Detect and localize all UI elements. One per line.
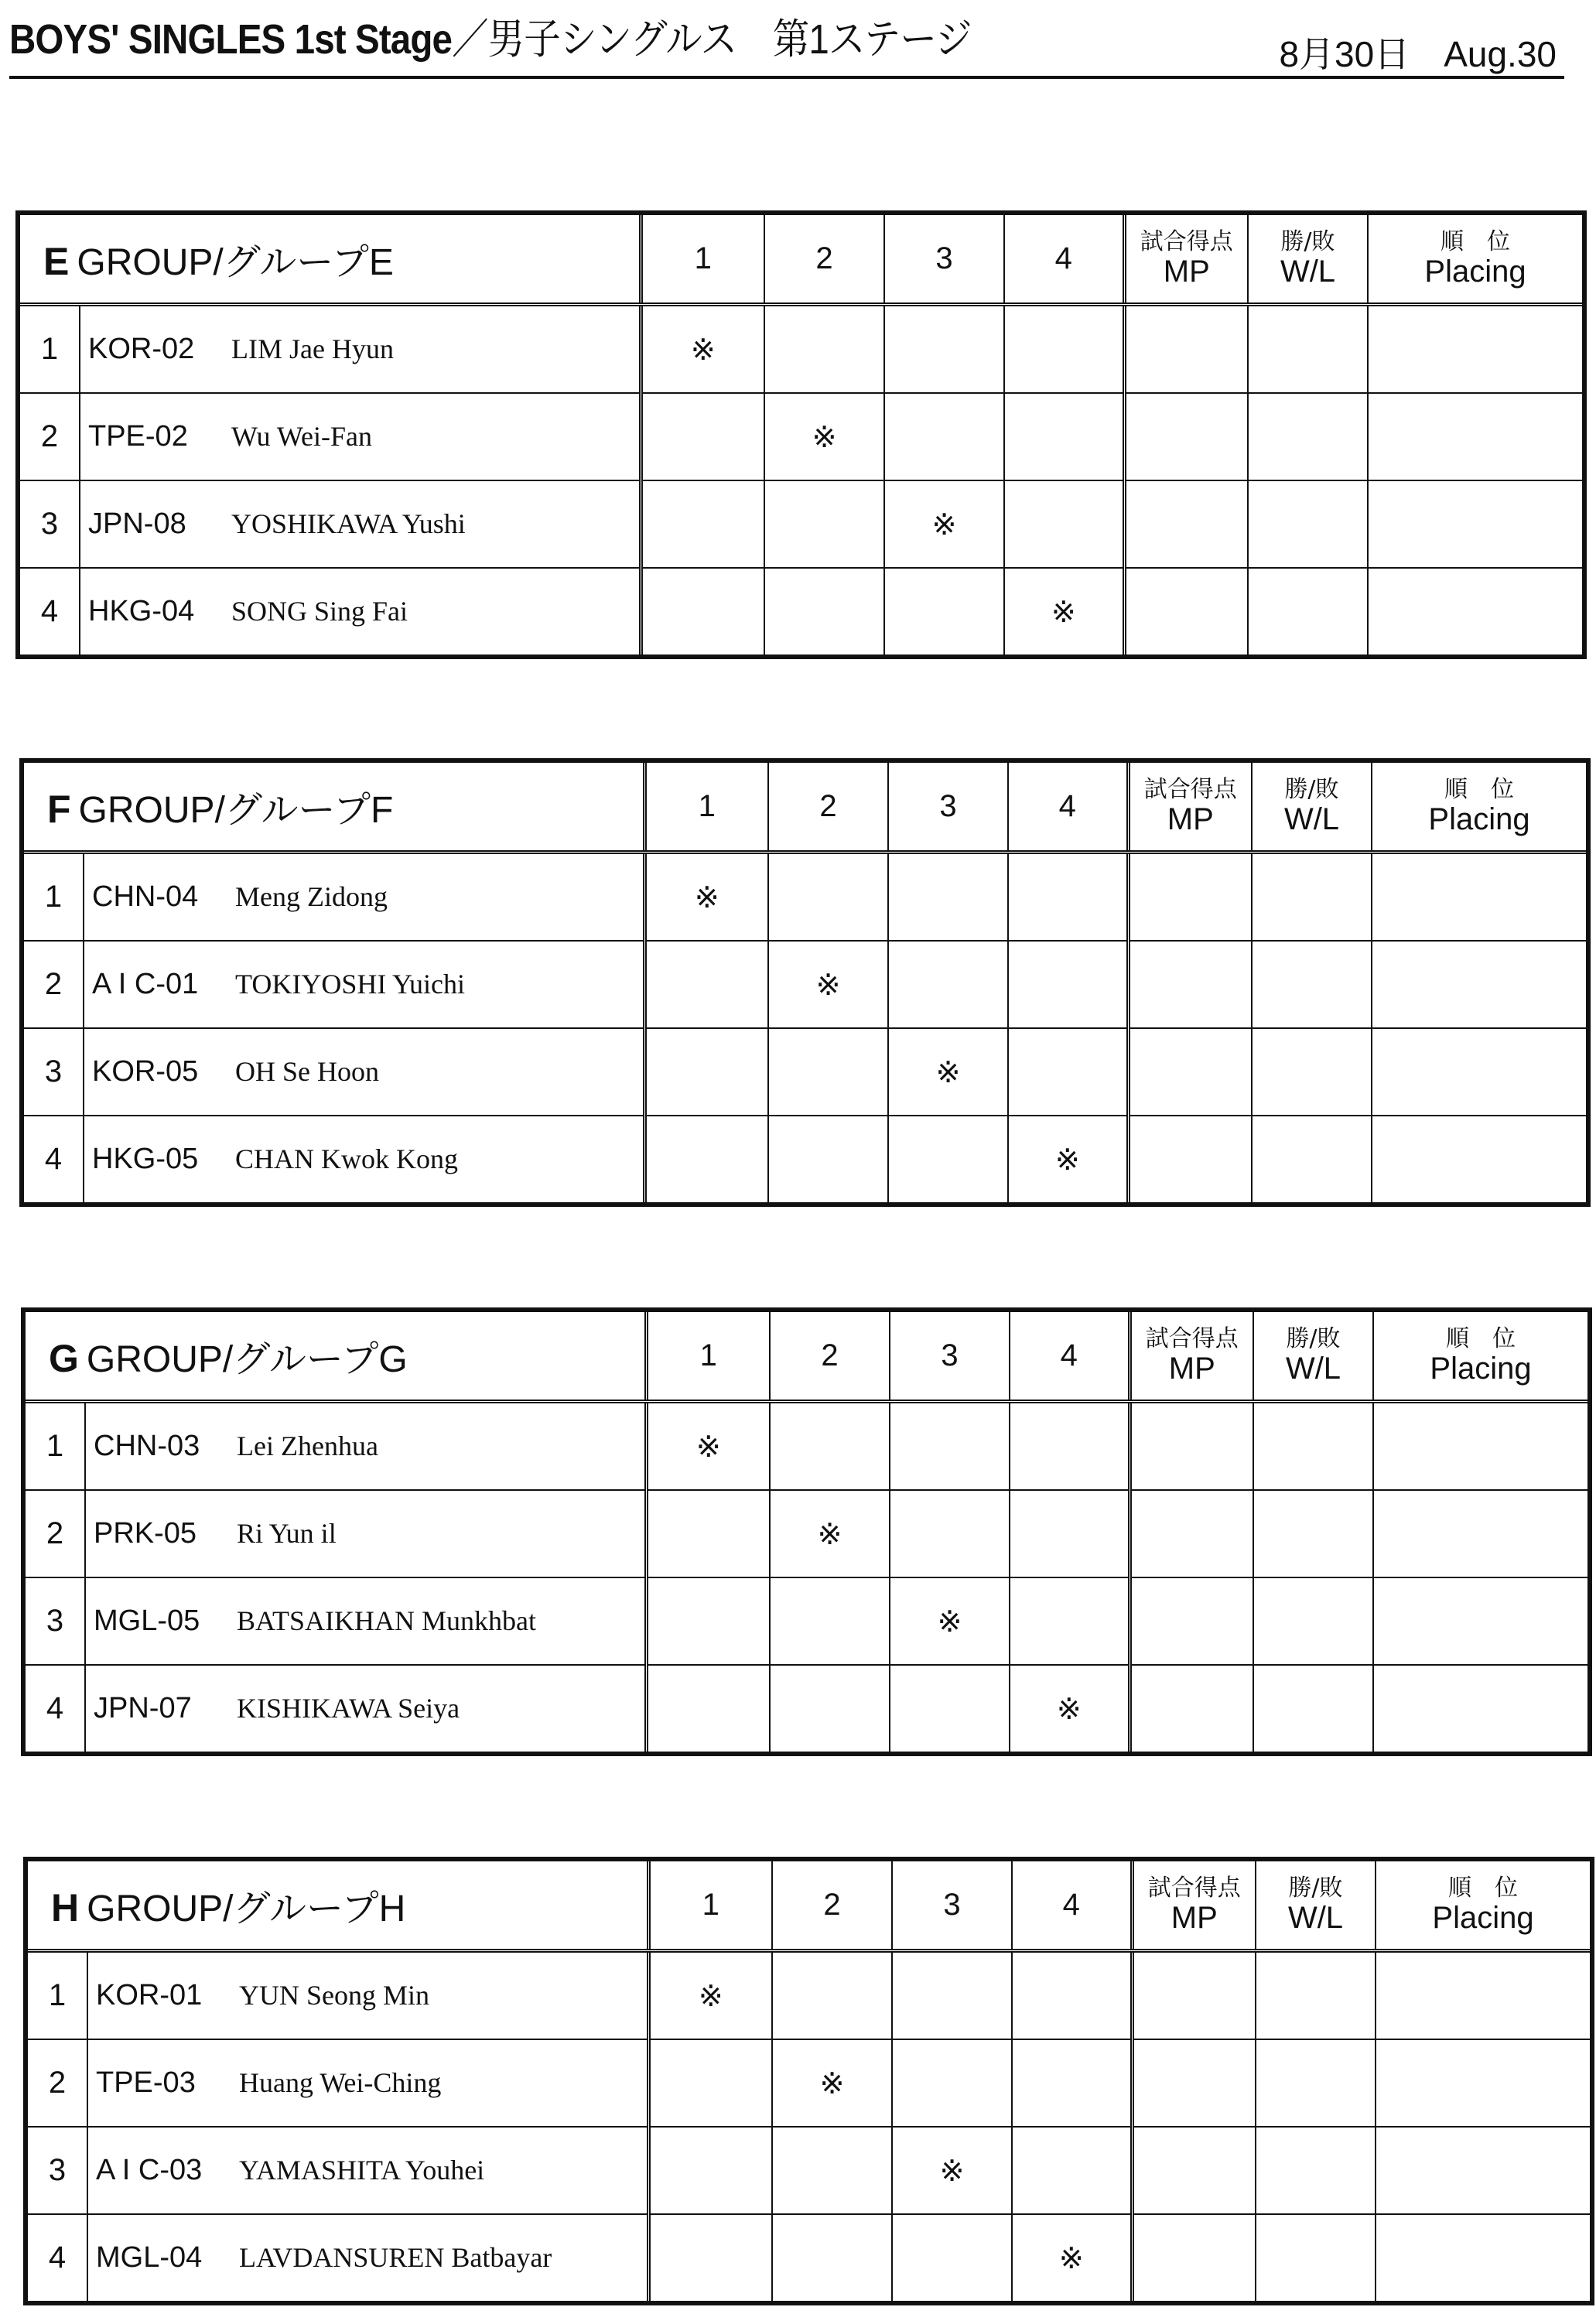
player-row — [22, 853, 1588, 942]
self-match-cell — [892, 2127, 1012, 2214]
placing-cell — [1373, 1665, 1590, 1754]
match-result-cell — [646, 1490, 770, 1577]
wl-cell — [1252, 1028, 1372, 1116]
player-number: 3 — [22, 1028, 84, 1116]
player-name: YAMASHITA Youhei — [239, 2155, 485, 2186]
player-name: Wu Wei-Fan — [231, 421, 372, 452]
mp-header-jp: 試合得点 — [1143, 776, 1237, 803]
wl-cell — [1256, 2127, 1376, 2214]
mp-cell — [1132, 2039, 1256, 2127]
placing-cell — [1376, 2127, 1592, 2214]
placing-column-header — [1372, 760, 1588, 853]
wl-cell — [1256, 2214, 1376, 2303]
player-row — [18, 480, 1584, 568]
mp-header-jp: 試合得点 — [1147, 1875, 1241, 1902]
mp-cell — [1130, 1665, 1253, 1754]
wl-column-header — [1256, 1859, 1376, 1951]
match-result-cell — [641, 393, 764, 480]
reference-mark-icon: ※ — [812, 419, 837, 454]
reference-mark-icon: ※ — [695, 1429, 721, 1464]
match-result-cell — [884, 393, 1004, 480]
match-result-cell — [764, 568, 884, 657]
wl-column-header — [1253, 1310, 1373, 1402]
player-code: HKG-05 — [92, 1143, 199, 1175]
mp-cell — [1130, 1577, 1253, 1665]
match-result-cell — [772, 2214, 892, 2303]
match-result-cell — [644, 941, 768, 1028]
player-name: YUN Seong Min — [239, 1980, 430, 2011]
placing-cell — [1376, 2214, 1592, 2303]
match-result-cell — [1004, 393, 1124, 480]
mp-cell — [1130, 1402, 1253, 1491]
player-row — [18, 568, 1584, 657]
mp-cell — [1128, 941, 1252, 1028]
mp-cell — [1128, 1116, 1252, 1205]
placing-column-header — [1373, 1310, 1590, 1402]
player-number: 4 — [23, 1665, 85, 1754]
self-match-cell — [770, 1490, 890, 1577]
player-cell — [80, 568, 641, 657]
self-match-cell — [648, 1951, 772, 2040]
player-cell — [80, 480, 641, 568]
player-number: 4 — [18, 568, 80, 657]
player-cell — [87, 2214, 648, 2303]
self-match-cell — [764, 393, 884, 480]
player-name: YOSHIKAWA Yushi — [231, 508, 466, 539]
placing-cell — [1368, 480, 1584, 568]
placing-cell — [1368, 305, 1584, 394]
group-table-e — [15, 210, 1587, 659]
match-column-header: 1 — [644, 760, 768, 853]
match-result-cell — [892, 2214, 1012, 2303]
match-column-header: 2 — [768, 760, 888, 853]
reference-mark-icon: ※ — [698, 1978, 723, 2013]
mp-cell — [1128, 1028, 1252, 1116]
player-cell — [85, 1490, 646, 1577]
player-name: CHAN Kwok Kong — [235, 1143, 458, 1174]
match-result-cell — [892, 1951, 1012, 2040]
match-column-header: 4 — [1008, 760, 1128, 853]
match-result-cell — [772, 2127, 892, 2214]
player-cell — [87, 1951, 648, 2040]
self-match-cell — [768, 941, 888, 1028]
match-result-cell — [646, 1577, 770, 1665]
title-english: BOYS' SINGLES 1st Stage — [9, 16, 453, 63]
player-row — [23, 1665, 1590, 1754]
group-label: GROUP/グループE — [77, 242, 394, 283]
reference-mark-icon: ※ — [937, 1604, 962, 1639]
player-row — [26, 2127, 1592, 2214]
player-number: 2 — [26, 2039, 87, 2127]
match-result-cell — [1008, 1028, 1128, 1116]
match-result-cell — [641, 568, 764, 657]
player-code: KOR-05 — [92, 1055, 199, 1088]
player-row — [23, 1490, 1590, 1577]
self-match-cell — [1004, 568, 1124, 657]
player-row — [26, 2039, 1592, 2127]
mp-cell — [1124, 568, 1248, 657]
self-match-cell — [772, 2039, 892, 2127]
player-code: CHN-03 — [94, 1430, 200, 1462]
self-match-cell — [644, 853, 768, 942]
group-letter: G — [49, 1337, 79, 1380]
wl-cell — [1248, 393, 1368, 480]
player-number: 4 — [26, 2214, 87, 2303]
group-header-row — [22, 760, 1588, 853]
player-number: 1 — [22, 853, 84, 942]
self-match-cell — [1010, 1665, 1130, 1754]
self-match-cell — [1012, 2214, 1132, 2303]
player-cell — [84, 1116, 644, 1205]
placing-cell — [1373, 1490, 1590, 1577]
group-letter: F — [47, 788, 71, 831]
reference-mark-icon: ※ — [694, 880, 719, 914]
match-result-cell — [770, 1402, 890, 1491]
player-number: 1 — [26, 1951, 87, 2040]
match-column-header: 3 — [890, 1310, 1010, 1402]
match-result-cell — [644, 1116, 768, 1205]
match-result-cell — [764, 305, 884, 394]
player-row — [18, 393, 1584, 480]
match-result-cell — [890, 1402, 1010, 1491]
placing-column-header — [1376, 1859, 1592, 1951]
reference-mark-icon: ※ — [1051, 594, 1076, 629]
group-label: GROUP/グループG — [86, 1339, 408, 1380]
player-code: A I C-01 — [92, 968, 199, 1000]
match-result-cell — [892, 2039, 1012, 2127]
player-cell — [85, 1665, 646, 1754]
placing-header-jp: 順 位 — [1444, 776, 1514, 803]
match-result-cell — [772, 1951, 892, 2040]
player-row — [22, 1116, 1588, 1205]
wl-header-jp: 勝/敗 — [1286, 1325, 1341, 1352]
player-code: KOR-01 — [96, 1979, 203, 2011]
group-header-row — [23, 1310, 1590, 1402]
placing-cell — [1373, 1577, 1590, 1665]
player-row — [22, 941, 1588, 1028]
placing-cell — [1372, 853, 1588, 942]
self-match-cell — [890, 1577, 1010, 1665]
placing-header-en: Placing — [1432, 1901, 1534, 1935]
player-number: 1 — [23, 1402, 85, 1491]
player-number: 2 — [18, 393, 80, 480]
reference-mark-icon: ※ — [817, 1516, 842, 1551]
wl-cell — [1248, 480, 1368, 568]
wl-cell — [1253, 1665, 1373, 1754]
mp-header-jp: 試合得点 — [1145, 1325, 1239, 1352]
player-row — [23, 1402, 1590, 1491]
match-column-header: 1 — [641, 213, 764, 305]
reference-mark-icon: ※ — [1058, 2240, 1084, 2275]
wl-cell — [1248, 305, 1368, 394]
placing-header-jp: 順 位 — [1446, 1325, 1516, 1352]
wl-cell — [1252, 853, 1372, 942]
placing-cell — [1368, 568, 1584, 657]
placing-cell — [1373, 1402, 1590, 1491]
player-number: 3 — [18, 480, 80, 568]
self-match-cell — [888, 1028, 1008, 1116]
placing-cell — [1376, 2039, 1592, 2127]
mp-cell — [1124, 393, 1248, 480]
mp-cell — [1128, 853, 1252, 942]
mp-header-en: MP — [1168, 1352, 1215, 1386]
player-row — [23, 1577, 1590, 1665]
mp-cell — [1132, 1951, 1256, 2040]
match-result-cell — [646, 1665, 770, 1754]
match-column-header: 4 — [1012, 1859, 1132, 1951]
player-number: 3 — [23, 1577, 85, 1665]
player-number: 3 — [26, 2127, 87, 2214]
player-row — [26, 2214, 1592, 2303]
match-result-cell — [884, 305, 1004, 394]
match-result-cell — [648, 2214, 772, 2303]
reference-mark-icon: ※ — [815, 967, 841, 1002]
player-name: BATSAIKHAN Munkhbat — [237, 1605, 536, 1636]
wl-cell — [1248, 568, 1368, 657]
match-result-cell — [884, 568, 1004, 657]
self-match-cell — [1008, 1116, 1128, 1205]
group-table-f — [19, 758, 1591, 1207]
player-code: MGL-05 — [94, 1605, 200, 1637]
match-column-header: 2 — [770, 1310, 890, 1402]
match-result-cell — [768, 853, 888, 942]
mp-column-header — [1124, 213, 1248, 305]
match-result-cell — [1010, 1490, 1130, 1577]
mp-header-en: MP — [1167, 802, 1214, 836]
player-code: CHN-04 — [92, 880, 199, 913]
match-result-cell — [648, 2039, 772, 2127]
wl-column-header — [1252, 760, 1372, 853]
match-result-cell — [648, 2127, 772, 2214]
match-column-header: 4 — [1010, 1310, 1130, 1402]
match-result-cell — [1012, 2127, 1132, 2214]
reference-mark-icon: ※ — [1054, 1142, 1080, 1177]
match-result-cell — [1004, 305, 1124, 394]
placing-cell — [1372, 1028, 1588, 1116]
wl-header-en: W/L — [1283, 802, 1340, 836]
placing-header-jp: 順 位 — [1441, 228, 1510, 255]
match-column-header: 2 — [772, 1859, 892, 1951]
match-column-header: 3 — [884, 213, 1004, 305]
placing-cell — [1372, 941, 1588, 1028]
group-name — [18, 213, 641, 305]
player-row — [22, 1028, 1588, 1116]
match-result-cell — [770, 1665, 890, 1754]
match-result-cell — [1010, 1577, 1130, 1665]
page-date — [1279, 26, 1557, 77]
wl-header-jp: 勝/敗 — [1280, 228, 1335, 255]
player-number: 4 — [22, 1116, 84, 1205]
player-code: PRK-05 — [94, 1517, 197, 1550]
wl-column-header — [1248, 213, 1368, 305]
player-cell — [84, 853, 644, 942]
match-column-header: 2 — [764, 213, 884, 305]
self-match-cell — [641, 305, 764, 394]
player-code: KOR-02 — [88, 333, 195, 365]
reference-mark-icon: ※ — [690, 332, 716, 367]
match-result-cell — [1010, 1402, 1130, 1491]
player-code: TPE-02 — [88, 420, 188, 453]
date-english: Aug.30 — [1444, 34, 1557, 74]
self-match-cell — [884, 480, 1004, 568]
player-code: HKG-04 — [88, 595, 195, 627]
player-number: 2 — [23, 1490, 85, 1577]
wl-header-jp: 勝/敗 — [1284, 776, 1339, 803]
match-result-cell — [641, 480, 764, 568]
match-result-cell — [1012, 2039, 1132, 2127]
group-header-row — [18, 213, 1584, 305]
placing-cell — [1376, 1951, 1592, 2040]
player-row — [26, 1951, 1592, 2040]
wl-cell — [1253, 1490, 1373, 1577]
reference-mark-icon: ※ — [931, 507, 957, 542]
player-code: JPN-07 — [94, 1692, 192, 1724]
match-result-cell — [770, 1577, 890, 1665]
mp-cell — [1124, 305, 1248, 394]
match-column-header: 3 — [888, 760, 1008, 853]
date-japanese: 8月30日 — [1279, 34, 1410, 74]
player-name: SONG Sing Fai — [231, 596, 408, 627]
player-code: A I C-03 — [96, 2154, 203, 2186]
self-match-cell — [646, 1402, 770, 1491]
group-table-h — [23, 1857, 1594, 2305]
mp-header-en: MP — [1171, 1901, 1218, 1935]
match-result-cell — [764, 480, 884, 568]
placing-header-en: Placing — [1424, 255, 1526, 289]
match-column-header: 4 — [1004, 213, 1124, 305]
player-code: JPN-08 — [88, 508, 186, 540]
match-result-cell — [768, 1116, 888, 1205]
player-name: KISHIKAWA Seiya — [237, 1693, 460, 1724]
player-code: MGL-04 — [96, 2241, 203, 2274]
player-name: OH Se Hoon — [235, 1056, 379, 1087]
group-header-row — [26, 1859, 1592, 1951]
title-separator: ／ — [452, 16, 488, 63]
placing-header-en: Placing — [1428, 802, 1530, 836]
player-name: Ri Yun il — [237, 1518, 337, 1549]
reference-mark-icon: ※ — [939, 2153, 965, 2188]
group-letter: E — [43, 240, 70, 283]
placing-header-en: Placing — [1430, 1352, 1532, 1386]
player-name: Lei Zhenhua — [237, 1430, 378, 1461]
match-result-cell — [644, 1028, 768, 1116]
player-number: 2 — [22, 941, 84, 1028]
wl-header-en: W/L — [1280, 255, 1336, 289]
wl-header-en: W/L — [1285, 1352, 1341, 1386]
player-cell — [84, 1028, 644, 1116]
group-label: GROUP/グループH — [87, 1888, 406, 1929]
player-cell — [87, 2127, 648, 2214]
match-result-cell — [1012, 1951, 1132, 2040]
player-cell — [87, 2039, 648, 2127]
player-number: 1 — [18, 305, 80, 394]
player-cell — [84, 941, 644, 1028]
page-header — [9, 0, 1564, 79]
player-code: TPE-03 — [96, 2066, 196, 2099]
mp-header-en: MP — [1163, 255, 1210, 289]
wl-cell — [1252, 941, 1372, 1028]
mp-column-header — [1132, 1859, 1256, 1951]
reference-mark-icon: ※ — [819, 2066, 845, 2100]
mp-cell — [1124, 480, 1248, 568]
player-cell — [80, 305, 641, 394]
match-result-cell — [1008, 941, 1128, 1028]
reference-mark-icon: ※ — [935, 1054, 961, 1089]
page-title — [9, 6, 972, 66]
mp-cell — [1130, 1490, 1253, 1577]
mp-header-jp: 試合得点 — [1140, 228, 1233, 255]
match-column-header: 3 — [892, 1859, 1012, 1951]
placing-column-header — [1368, 213, 1584, 305]
player-name: Meng Zidong — [235, 881, 388, 912]
mp-column-header — [1128, 760, 1252, 853]
match-result-cell — [890, 1490, 1010, 1577]
wl-header-jp: 勝/敗 — [1288, 1875, 1343, 1902]
mp-column-header — [1130, 1310, 1253, 1402]
match-column-header: 1 — [646, 1310, 770, 1402]
group-name — [22, 760, 644, 853]
group-label: GROUP/グループF — [78, 790, 394, 831]
player-cell — [85, 1577, 646, 1665]
match-result-cell — [1008, 853, 1128, 942]
group-name — [23, 1310, 646, 1402]
player-name: TOKIYOSHI Yuichi — [235, 969, 465, 1000]
reference-mark-icon: ※ — [1056, 1691, 1082, 1726]
wl-cell — [1253, 1402, 1373, 1491]
match-result-cell — [888, 1116, 1008, 1205]
wl-header-en: W/L — [1287, 1901, 1344, 1935]
player-row — [18, 305, 1584, 394]
match-column-header: 1 — [648, 1859, 772, 1951]
group-name — [26, 1859, 648, 1951]
player-name: LAVDANSUREN Batbayar — [239, 2242, 552, 2273]
player-cell — [85, 1402, 646, 1491]
wl-cell — [1256, 2039, 1376, 2127]
match-result-cell — [888, 941, 1008, 1028]
match-result-cell — [890, 1665, 1010, 1754]
wl-cell — [1252, 1116, 1372, 1205]
wl-cell — [1256, 1951, 1376, 2040]
placing-cell — [1368, 393, 1584, 480]
wl-cell — [1253, 1577, 1373, 1665]
match-result-cell — [888, 853, 1008, 942]
player-name: LIM Jae Hyun — [231, 333, 394, 364]
mp-cell — [1132, 2214, 1256, 2303]
match-result-cell — [768, 1028, 888, 1116]
player-name: Huang Wei-Ching — [239, 2067, 442, 2098]
group-letter: H — [51, 1886, 80, 1929]
player-cell — [80, 393, 641, 480]
placing-header-jp: 順 位 — [1448, 1875, 1518, 1902]
mp-cell — [1132, 2127, 1256, 2214]
title-japanese: 男子シングルス 第1ステージ — [487, 16, 972, 63]
group-table-g — [21, 1307, 1592, 1756]
match-result-cell — [1004, 480, 1124, 568]
placing-cell — [1372, 1116, 1588, 1205]
